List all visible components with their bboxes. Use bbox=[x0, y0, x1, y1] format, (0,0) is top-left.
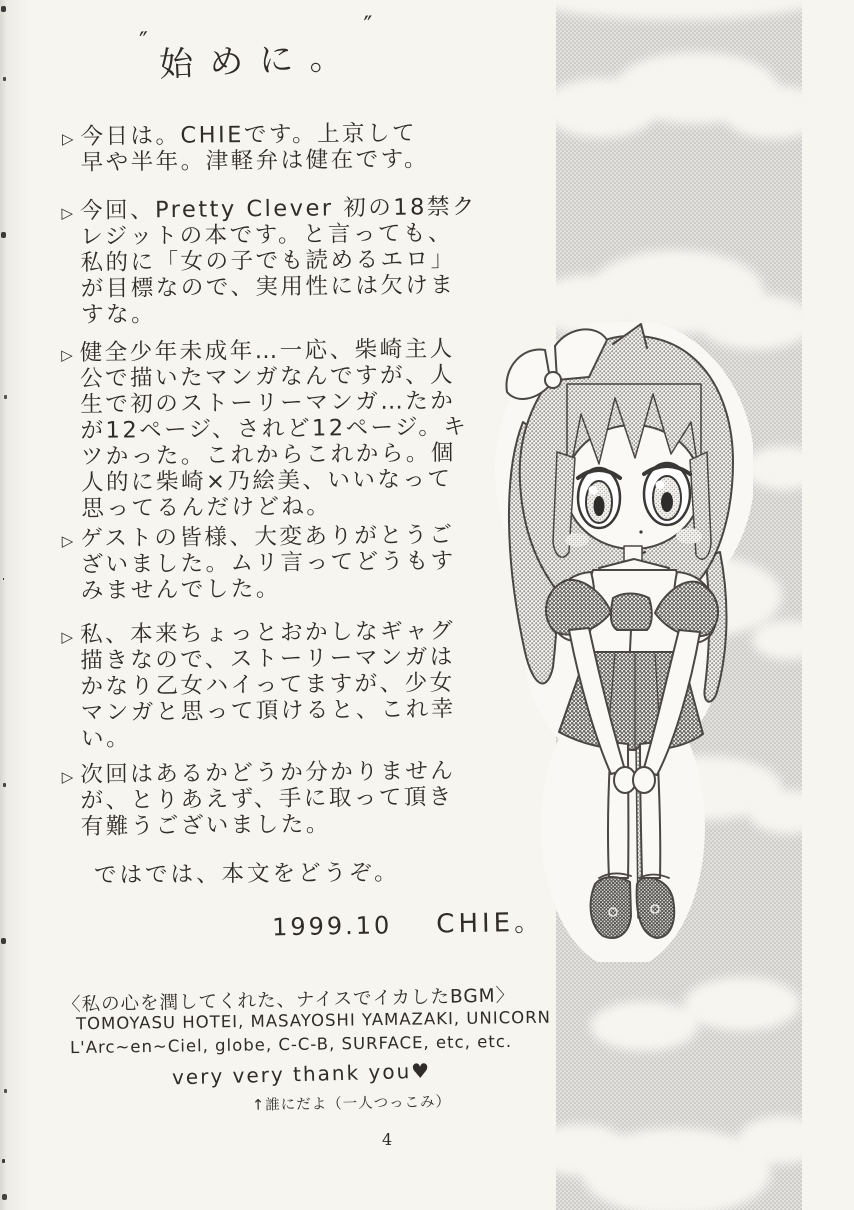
paragraph-text: ゲストの皆様、大変ありがとうご ざいました。ムリ言ってどうもす みませんでした。 bbox=[80, 521, 456, 604]
triangle-bullet-icon: ▷ bbox=[61, 627, 74, 647]
closing-line: ではでは、本文をどうぞ。 bbox=[93, 859, 400, 889]
paragraph-text: 健全少年未成年…一応、柴崎主人 公で描いたマンガなんですが、人 生で初のストーリーマンガ…たか が12ページ、されど12ページ。キ ツかった。これからこれから。個 人的に柴崎×乃絵美、いいなって 思ってるんだけどね。 bbox=[79, 336, 469, 522]
page-title bbox=[138, 10, 375, 89]
date-signature-line bbox=[272, 902, 545, 944]
title-quote-close: ″ bbox=[363, 10, 374, 40]
paragraph-text: 今回、Pretty Clever 初の18禁ク レジットの本です。と言っても、 私的に「女の子でも読めるエロ」 が目標なので、実用性には欠けま すな。 bbox=[79, 193, 478, 328]
paragraph-text: 私、本来ちょっとおかしなギャグ 描きなので、ストーリーマンガは かなり乙女ハイってますが、少女 マンガと思って頂けると、これ幸 い。 bbox=[79, 617, 456, 752]
intro-paragraph bbox=[62, 120, 429, 176]
triangle-bullet-icon: ▷ bbox=[61, 129, 74, 148]
scan-binding-edge bbox=[0, 0, 30, 1210]
bgm-artists-line: TOMOYASU HOTEI, MASAYOSHI YAMAZAKI, UNICORN bbox=[75, 1007, 552, 1034]
title-quote-open: ″ bbox=[138, 26, 149, 56]
intro-paragraph bbox=[62, 522, 456, 604]
triangle-bullet-icon: ▷ bbox=[61, 767, 74, 787]
triangle-bullet-icon: ▷ bbox=[61, 346, 73, 365]
girl-illustration bbox=[495, 322, 753, 962]
intro-paragraph bbox=[61, 618, 456, 752]
triangle-bullet-icon: ▷ bbox=[61, 531, 74, 551]
page-number: 4 bbox=[382, 1130, 393, 1149]
thanks-note: ↑誰にだよ（一人つっこみ） bbox=[251, 1094, 452, 1114]
paragraph-text: 今日は。CHIEです。上京して 早や半年。津軽弁は健在です。 bbox=[80, 120, 430, 176]
triangle-bullet-icon: ▷ bbox=[61, 204, 74, 223]
scan-speck-strip bbox=[1, 6, 6, 12]
intro-paragraph bbox=[61, 336, 469, 522]
bgm-artists-line: L'Arc~en~Ciel, globe, C-C-B, SURFACE, etc, etc. bbox=[69, 1031, 513, 1058]
paragraph-text: 次回はあるかどうか分かりません が、とりあえず、手に取って頂き 有難うございました。 bbox=[80, 757, 456, 840]
thanks-line: very very thank you♥ bbox=[171, 1058, 432, 1090]
bgm-header: 〈私の心を潤してくれた、ナイスでイカしたBGM〉 bbox=[61, 985, 516, 1016]
signature-text: CHIE。 bbox=[436, 907, 545, 940]
intro-paragraph bbox=[62, 758, 456, 840]
intro-paragraph bbox=[61, 194, 478, 328]
date-text: 1999.10 bbox=[271, 911, 393, 942]
page-title-text: 始めに。 bbox=[158, 36, 360, 86]
